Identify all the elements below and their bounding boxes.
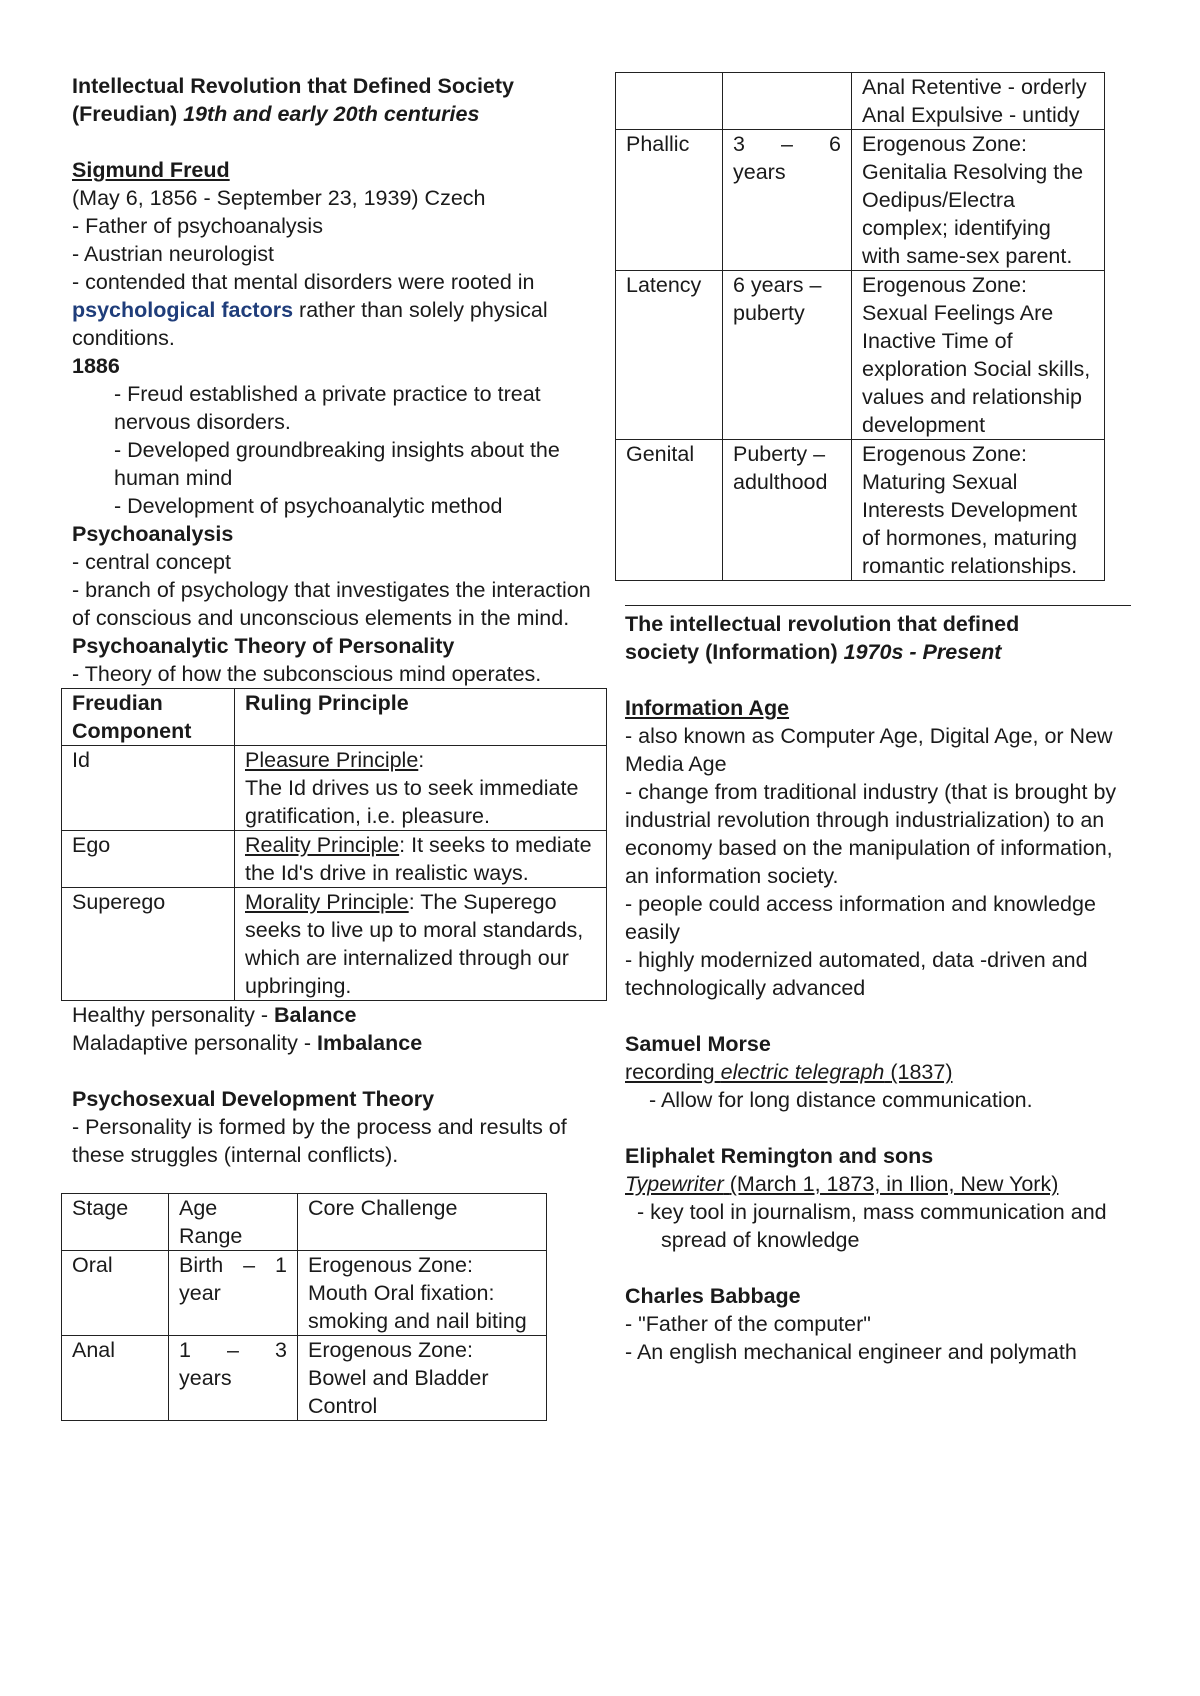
stage-phallic: Phallic: [616, 130, 723, 271]
freud-bullet-neurologist: - Austrian neurologist: [72, 242, 274, 266]
principle-description: The Id drives us to seek immediate gratification, i.e. pleasure.: [245, 776, 579, 828]
table-row: [616, 130, 1105, 271]
morse-year: (1837): [890, 1060, 953, 1084]
header-age-2: Range: [179, 1224, 243, 1248]
principle-name: Reality Principle: [245, 833, 400, 857]
challenge-anal: Erogenous Zone: Bowel and Bladder Control: [298, 1336, 547, 1421]
freudian-title-line1: Intellectual Revolution that Defined Society: [72, 74, 515, 98]
freudian-title-era: 19th and early 20th centuries: [183, 102, 480, 126]
maladaptive-value: Imbalance: [317, 1031, 423, 1055]
age-unit: years: [733, 160, 786, 184]
table-row: [62, 746, 607, 831]
age-part: 1: [275, 1253, 287, 1277]
age-phallic: [723, 130, 852, 271]
remington-typewriter: Typewriter: [625, 1172, 724, 1196]
item-insights: - Developed groundbreaking insights about the human mind: [114, 438, 560, 490]
morse-recording: recording: [625, 1060, 715, 1084]
stage-latency: Latency: [616, 271, 723, 440]
age-part: Birth: [179, 1253, 224, 1277]
morse-detail: - Allow for long distance communication.: [649, 1088, 1033, 1112]
maladaptive-personality: [72, 1029, 612, 1057]
information-section: [615, 606, 1135, 1366]
challenge-oral: Erogenous Zone: Mouth Oral fixation: smoking and nail biting: [298, 1251, 547, 1336]
psychosexual-table-continued: [615, 72, 1105, 581]
psychosexual-text: - Personality is formed by the process and results of these struggles (internal conflicts).: [72, 1115, 567, 1167]
age-anal-cont: [723, 73, 852, 130]
remington-detail: - key tool in journalism, mass communication and spread of knowledge: [637, 1200, 1107, 1252]
morse-heading: Samuel Morse: [625, 1032, 771, 1056]
challenge-anal-cont: Anal Retentive - orderly Anal Expulsive - untidy: [852, 73, 1105, 130]
freud-bullet-father: - Father of psychoanalysis: [72, 214, 323, 238]
theory-text: - Theory of how the subconscious mind operates.: [72, 662, 542, 686]
header-age: [169, 1194, 298, 1251]
table-header-row: [62, 1194, 547, 1251]
table-row: [616, 73, 1105, 130]
age-dash: –: [227, 1338, 239, 1362]
healthy-label: Healthy personality -: [72, 1003, 268, 1027]
principle-sep: :: [399, 833, 406, 857]
principle-name: Pleasure Principle: [245, 748, 419, 772]
age-part: 6: [829, 132, 841, 156]
psychoanalysis-central: - central concept: [72, 550, 231, 574]
information-age-change: - change from traditional industry (that is brought by industrial revolution through industrialization) to an economy based on the manipulation of information, an information society.: [625, 780, 1117, 888]
challenge-genital: Erogenous Zone: Maturing Sexual Interests Development of hormones, maturing romantic relationships.: [852, 440, 1105, 581]
information-age-aka: - also known as Computer Age, Digital Age, or New Media Age: [625, 724, 1113, 776]
babbage-engineer: - An english mechanical engineer and polymath: [625, 1340, 1077, 1364]
freud-dates: (May 6, 1856 - September 23, 1939) Czech: [72, 186, 486, 210]
table-row: [62, 831, 607, 888]
babbage-heading: Charles Babbage: [625, 1284, 801, 1308]
table-row: [616, 271, 1105, 440]
stage-anal-cont: [616, 73, 723, 130]
psychoanalysis-heading: Psychoanalysis: [72, 522, 234, 546]
age-part: 3: [275, 1338, 287, 1362]
contended-text-b: rather than solely physical conditions.: [72, 298, 548, 350]
challenge-latency: Erogenous Zone: Sexual Feelings Are Inactive Time of exploration Social skills, values and relationship development: [852, 271, 1105, 440]
age-dash: –: [243, 1253, 256, 1277]
information-title-line1: The intellectual revolution that defined: [625, 612, 1020, 636]
maladaptive-label: Maladaptive personality -: [72, 1031, 312, 1055]
table-row: [62, 888, 607, 1001]
freudian-title-line2: [72, 100, 612, 128]
age-dash: –: [781, 132, 793, 156]
right-column: [615, 72, 1135, 1366]
challenge-phallic: Erogenous Zone: Genitalia Resolving the Oedipus/Electra complex; identifying with same-sex parent.: [852, 130, 1105, 271]
babbage-father: - "Father of the computer": [625, 1312, 871, 1336]
header-component: Freudian Component: [62, 689, 235, 746]
component-superego: Superego: [62, 888, 235, 1001]
freudian-title-bold: (Freudian): [72, 102, 178, 126]
header-age-1: Age: [179, 1196, 218, 1220]
information-title-line2: [625, 638, 1135, 666]
psychosexual-table: [61, 1193, 547, 1421]
information-age-heading: Information Age: [625, 696, 790, 720]
information-age-modernized: - highly modernized automated, data -driven and technologically advanced: [625, 948, 1088, 1000]
freudian-component-table: [61, 688, 607, 1001]
principle-description: It seeks to mediate the Id's drive in realistic ways.: [245, 833, 592, 885]
header-principle: Ruling Principle: [235, 689, 607, 746]
freud-bullet-contended: [72, 268, 612, 352]
principle-name: Morality Principle: [245, 890, 409, 914]
psychoanalysis-branch: - branch of psychology that investigates the interaction of conscious and unconscious elements in the mind.: [72, 578, 591, 630]
morse-invention: [625, 1058, 1135, 1086]
age-part: 3: [733, 132, 745, 156]
psychological-factors-highlight: psychological factors: [72, 298, 294, 322]
item-method: - Development of psychoanalytic method: [114, 494, 503, 518]
component-id: Id: [62, 746, 235, 831]
contended-text-a: - contended that mental disorders were rooted in: [72, 270, 535, 294]
header-stage: Stage: [62, 1194, 169, 1251]
psychosexual-heading: Psychosexual Development Theory: [72, 1087, 435, 1111]
item-private-practice: - Freud established a private practice to treat nervous disorders.: [114, 382, 541, 434]
stage-anal: Anal: [62, 1336, 169, 1421]
left-column: [72, 72, 612, 1421]
age-anal: [169, 1336, 298, 1421]
table-row: [62, 1251, 547, 1336]
remington-date: (March 1, 1873, in Ilion, New York): [729, 1172, 1059, 1196]
healthy-value: Balance: [273, 1003, 357, 1027]
stage-genital: Genital: [616, 440, 723, 581]
age-unit: years: [179, 1366, 232, 1390]
age-genital: Puberty – adulthood: [723, 440, 852, 581]
principle-sep: :: [408, 890, 415, 914]
principle-cell: [235, 888, 607, 1001]
header-challenge: Core Challenge: [298, 1194, 547, 1251]
information-title-bold: society (Information): [625, 640, 838, 664]
age-oral: [169, 1251, 298, 1336]
remington-heading: Eliphalet Remington and sons: [625, 1144, 934, 1168]
year-1886: 1886: [72, 354, 120, 378]
remington-invention: [625, 1170, 1135, 1198]
table-row: [616, 440, 1105, 581]
information-title-era: 1970s - Present: [843, 640, 1002, 664]
information-age-access: - people could access information and knowledge easily: [625, 892, 1096, 944]
principle-sep: :: [418, 748, 425, 772]
healthy-personality: [72, 1001, 612, 1029]
principle-cell: [235, 746, 607, 831]
morse-telegraph: electric telegraph: [720, 1060, 885, 1084]
component-ego: Ego: [62, 831, 235, 888]
principle-cell: [235, 831, 607, 888]
freud-name: Sigmund Freud: [72, 158, 230, 182]
stage-oral: Oral: [62, 1251, 169, 1336]
age-unit: year: [179, 1281, 221, 1305]
age-part: 1: [179, 1338, 191, 1362]
principle-description: The Superego seeks to live up to moral standards, which are internalized through our upbringing.: [245, 890, 584, 998]
table-header-row: [62, 689, 607, 746]
age-latency: 6 years – puberty: [723, 271, 852, 440]
table-row: [62, 1336, 547, 1421]
theory-heading: Psychoanalytic Theory of Personality: [72, 634, 455, 658]
